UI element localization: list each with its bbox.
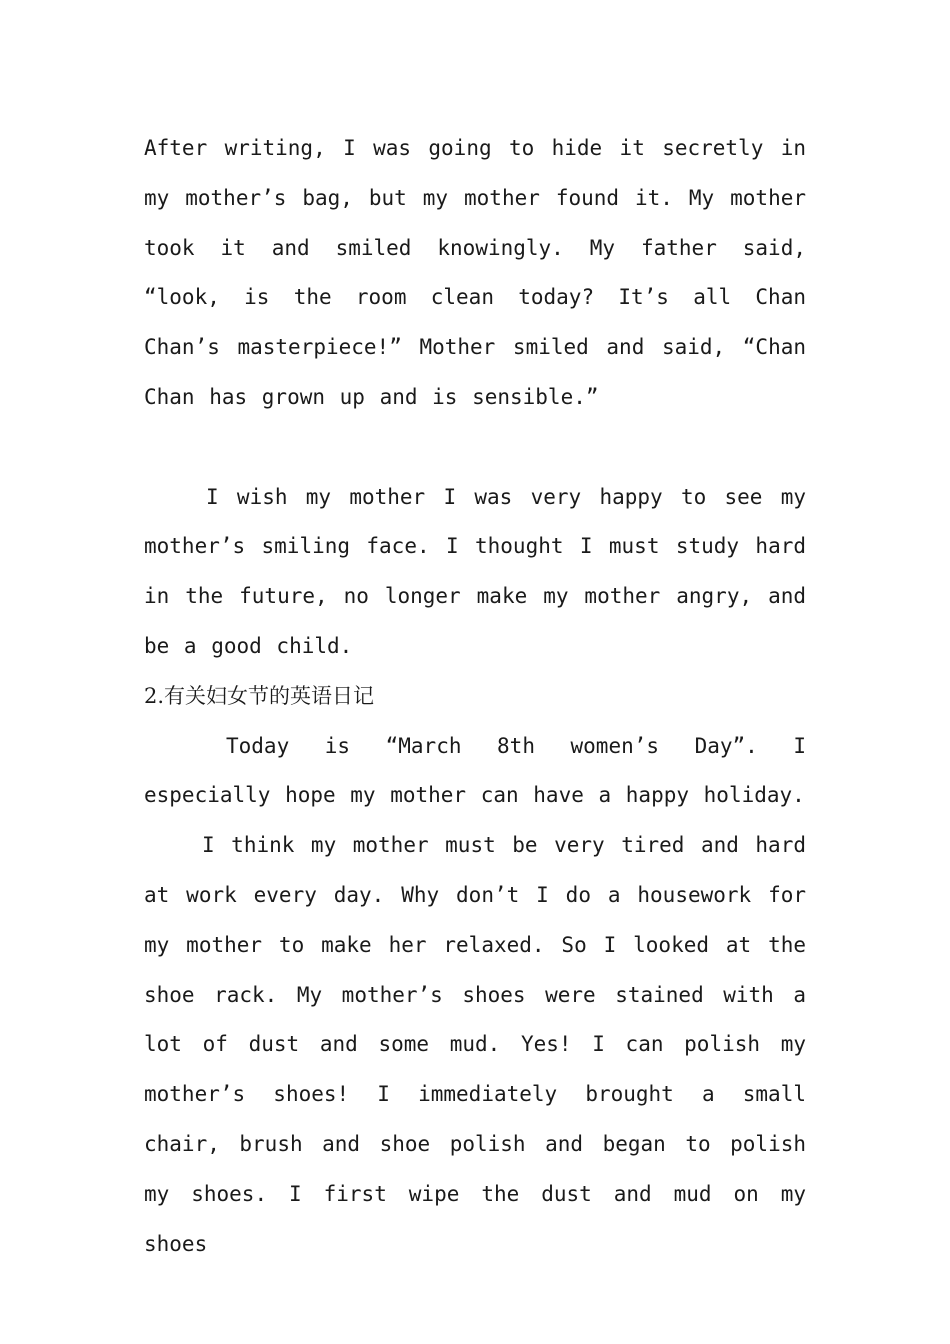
section-heading: 2.有关妇女节的英语日记 [144, 683, 375, 708]
paragraph-4: I think my mother must be very tired and hard at work every day. Why don’t I do a housework for my mother to make her relaxed. So I looked at the shoe rack. My mother’s shoes were stained with a lot of dust and some mud. Yes! I can polish my mother’s shoes! I immediately brought a small chair, brush and shoe polish and began to polish my shoes. I first wipe the dust and mud on my shoes [144, 833, 806, 1256]
paragraph-3: Today is “March 8th women’s Day”. I especially hope my mother can have a happy holiday. [144, 733, 806, 808]
paragraph-1: After writing, I was going to hide it secretly in my mother’s bag, but my mother found it. My mother took it and smiled knowingly. My father said, “look, is the room clean today? It’s all Chan Chan’s masterpiece!” Mother smiled and said, “Chan Chan has grown up and is sensible.” [144, 136, 806, 409]
paragraph-spacer [144, 423, 806, 473]
paragraph-2: I wish my mother I was very happy to see my mother’s smiling face. I thought I must study hard in the future, no longer make my mother angry, and be a good child. [144, 484, 806, 658]
document-body [144, 124, 806, 1269]
